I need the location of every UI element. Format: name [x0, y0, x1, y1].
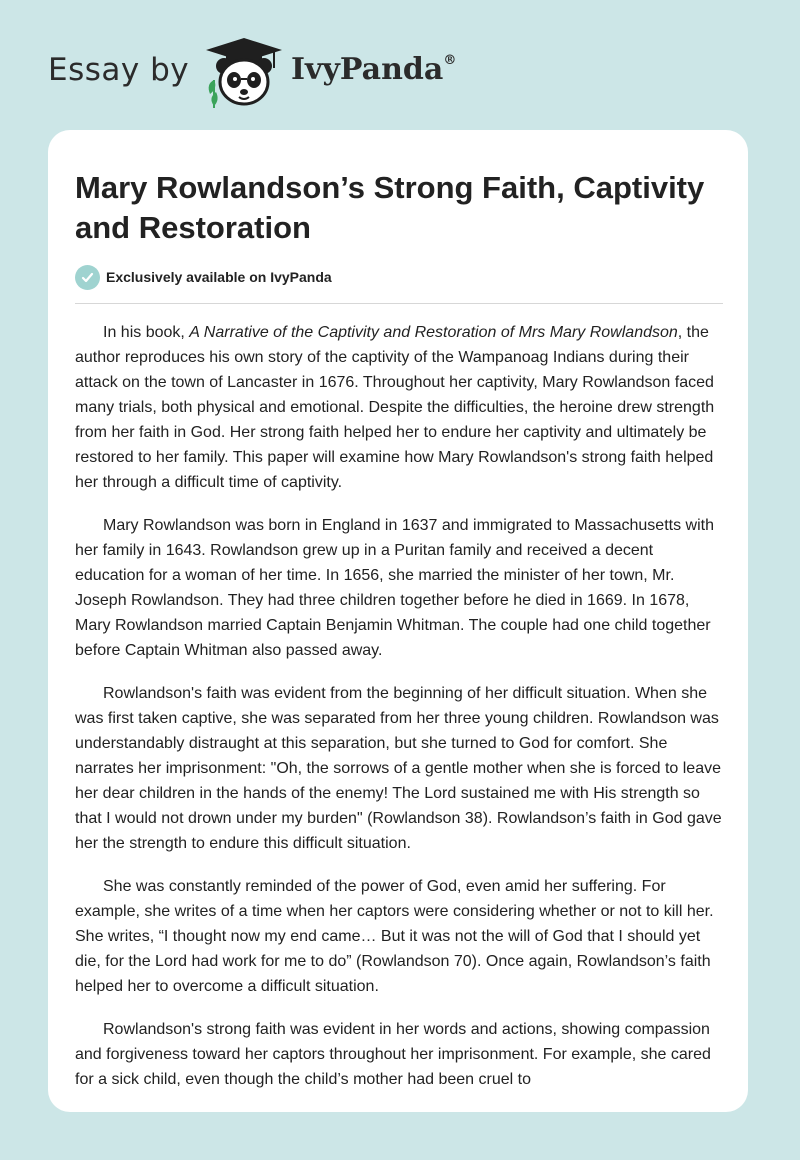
paragraph-2: Mary Rowlandson was born in England in 1637 and immigrated to Massachusetts with her family in 1643. Rowlandson grew up in a Puritan family and received a decent education for a woman of her time. In 1656, she married the minister of her town, Mr. Joseph Rowlandson. They had three children together before he died in 1669. In 1678, Mary Rowlandson married Captain Benjamin Whitman. The couple had one child together before Captain Whitman also passed away. [75, 517, 714, 659]
divider [75, 303, 723, 304]
essay-title: Mary Rowlandson’s Strong Faith, Captivity and Restoration [75, 170, 705, 245]
paragraph-3: Rowlandson's faith was evident from the beginning of her difficult situation. When she was first taken captive, she was separated from her three young children. Rowlandson was understandably distraught at this separation, but she turned to God for comfort. She narrates her imprisonment: "Oh, the sorrows of a gentle mother when she is forced to leave her dear children in the hands of the enemy! The Lord sustained me with His strength so that I would not drown under my burden" (Rowlandson 38). Rowlandson’s faith in God gave her the strength to endure this difficult situation. [75, 685, 722, 852]
book-title: A Narrative of the Captivity and Restoration of Mrs Mary Rowlandson [189, 324, 678, 341]
exclusive-badge [75, 264, 332, 290]
essay-card [48, 130, 748, 1112]
paragraph-5: Rowlandson's strong faith was evident in her words and actions, showing compassion and forgiveness toward her captors throughout her imprisonment. For example, she cared for a sick child, even though the child’s mother had been cruel to [75, 1021, 711, 1088]
panda-logo-icon[interactable] [204, 36, 284, 108]
essay-body [75, 320, 725, 1110]
badge-label: Exclusively available on IvyPanda [106, 269, 332, 285]
registered-mark: ® [443, 53, 457, 68]
paragraph-1 [75, 320, 725, 495]
paragraph-1-rest: , the author reproduces his own story of the captivity of the Wampanoag Indians during their attack on the town of Lancaster in 1676. Throughout her captivity, Mary Rowlandson faced many trials, both physical and emotional. Despite the difficulties, the heroine drew strength from her faith in God. Her strong faith helped her to endure her captivity and ultimately be restored to her family. This paper will examine how Mary Rowlandson's strong faith helped her through a difficult time of captivity. [75, 324, 715, 491]
essay-by-label: Essay by [48, 52, 190, 88]
paragraph-1-lead: In his book, [103, 324, 190, 341]
check-icon [75, 265, 100, 290]
brand-text: IvyPanda [291, 52, 444, 87]
paragraph-4: She was constantly reminded of the power of God, even amid her suffering. For example, she writes of a time when her captors were considering whether or not to kill her. She writes, “I thought now my end came… But it was not the will of God that I should yet die, for the Lord had work for me to do” (Rowlandson 70). Once again, Rowlandson’s faith helped her to overcome a difficult situation. [75, 878, 714, 995]
brand-name[interactable] [291, 52, 456, 87]
site-header [0, 0, 800, 130]
